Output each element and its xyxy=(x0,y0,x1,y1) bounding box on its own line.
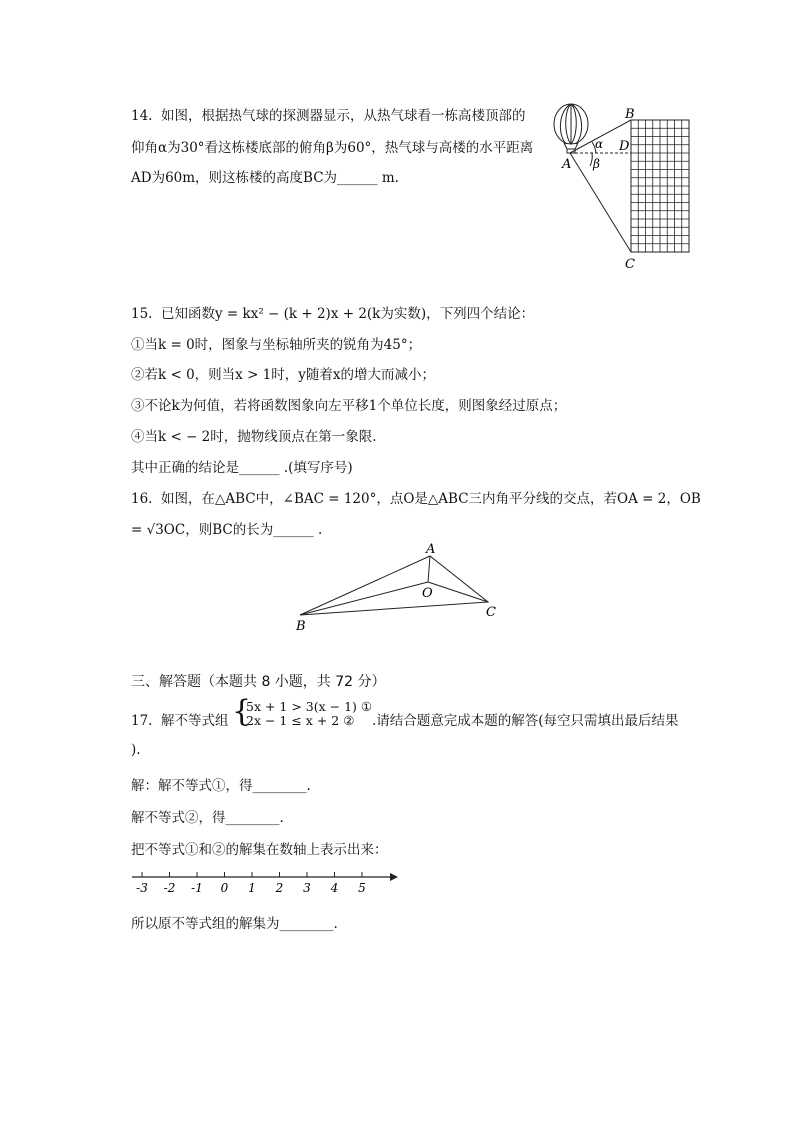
q17-step3: 把不等式①和②的解集在数轴上表示出来： xyxy=(131,842,388,858)
q17-suffix: .请结合题意完成本题的解答(每空只需填出最后结果 xyxy=(372,713,679,729)
q17-step2: 解不等式②，得________. xyxy=(131,810,284,826)
q15-answer-line: 其中正确的结论是______ .(填写序号) xyxy=(131,460,353,476)
q16-figure xyxy=(290,540,510,635)
q14-label-a: A xyxy=(562,157,572,172)
q17-ineq2: 2x − 1 ≤ x + 2 ② xyxy=(246,713,355,728)
q14-label-d: D xyxy=(619,139,630,154)
q15-item-2: ②若k < 0，则当x > 1时，y随着x的增大而减小； xyxy=(131,367,435,383)
q16-line2: = √3OC，则BC的长为______ . xyxy=(131,522,323,538)
number-line-tick-label: -1 xyxy=(191,881,203,895)
q17-step1: 解：解不等式①，得________. xyxy=(131,778,311,794)
q15-number: 15. xyxy=(131,306,153,322)
q14-line1: 14. 如图，根据热气球的探测器显示，从热气球看一栋高楼顶部的 xyxy=(131,108,526,124)
q14-label-alpha: α xyxy=(595,137,604,151)
number-line xyxy=(128,866,398,896)
q15-item-4: ④当k < − 2时，抛物线顶点在第一象限. xyxy=(131,429,377,445)
q16-label-a: A xyxy=(426,542,436,557)
q17-conclusion: 所以原不等式组的解集为________. xyxy=(131,916,338,932)
q14-figure xyxy=(540,100,700,275)
section3-title: 三、解答题（本题共 8 小题，共 72 分） xyxy=(131,674,386,690)
q15-item-3: ③不论k为何值，若将函数图象向左平移1个单位长度，则图象经过原点； xyxy=(131,398,567,414)
q17-ineq1: 5x + 1 > 3(x − 1) ① xyxy=(246,699,373,714)
building xyxy=(631,120,689,252)
q17-suffix2: ). xyxy=(131,742,141,758)
q16-label-c: C xyxy=(486,605,496,620)
q14-number: 14. xyxy=(131,108,153,124)
number-line-tick-label: 3 xyxy=(303,881,311,895)
q15-item-1: ①当k = 0时，图象与坐标轴所夹的锐角为45°； xyxy=(131,337,422,353)
number-line-tick-label: -3 xyxy=(136,881,148,895)
q16-number: 16. xyxy=(131,491,153,507)
q16-label-o: O xyxy=(422,586,433,601)
number-line-tick-label: 2 xyxy=(275,881,284,895)
q14-label-b: B xyxy=(625,107,635,122)
q14-line2: 仰角α为30°看这栋楼底部的俯角β为60°，热气球与高楼的水平距离 xyxy=(131,140,534,156)
q14-label-beta: β xyxy=(593,157,600,171)
q17-brace: { xyxy=(232,694,252,729)
number-line-tick-label: 0 xyxy=(220,881,229,895)
q14-line3: AD为60m，则这栋楼的高度BC为______ m. xyxy=(131,170,399,186)
q16-label-b: B xyxy=(296,619,306,634)
q17-number: 17. xyxy=(131,713,153,729)
q17-prefix: 17. 解不等式组 xyxy=(131,713,229,729)
q14-label-c: C xyxy=(625,257,635,272)
q15-stem: 15. 已知函数y = kx² − (k + 2)x + 2(k为实数)，下列四个结论： xyxy=(131,306,535,322)
number-line-tick-label: 4 xyxy=(330,881,339,895)
number-line-tick-label: -2 xyxy=(163,881,176,895)
number-line-tick-label: 5 xyxy=(358,881,366,895)
number-line-tick-label: 1 xyxy=(248,881,256,895)
q16-line1: 16. 如图，在△ABC中，∠BAC = 120°，点O是△ABC三内角平分线的交点，若OA = 2，OB xyxy=(131,491,701,507)
